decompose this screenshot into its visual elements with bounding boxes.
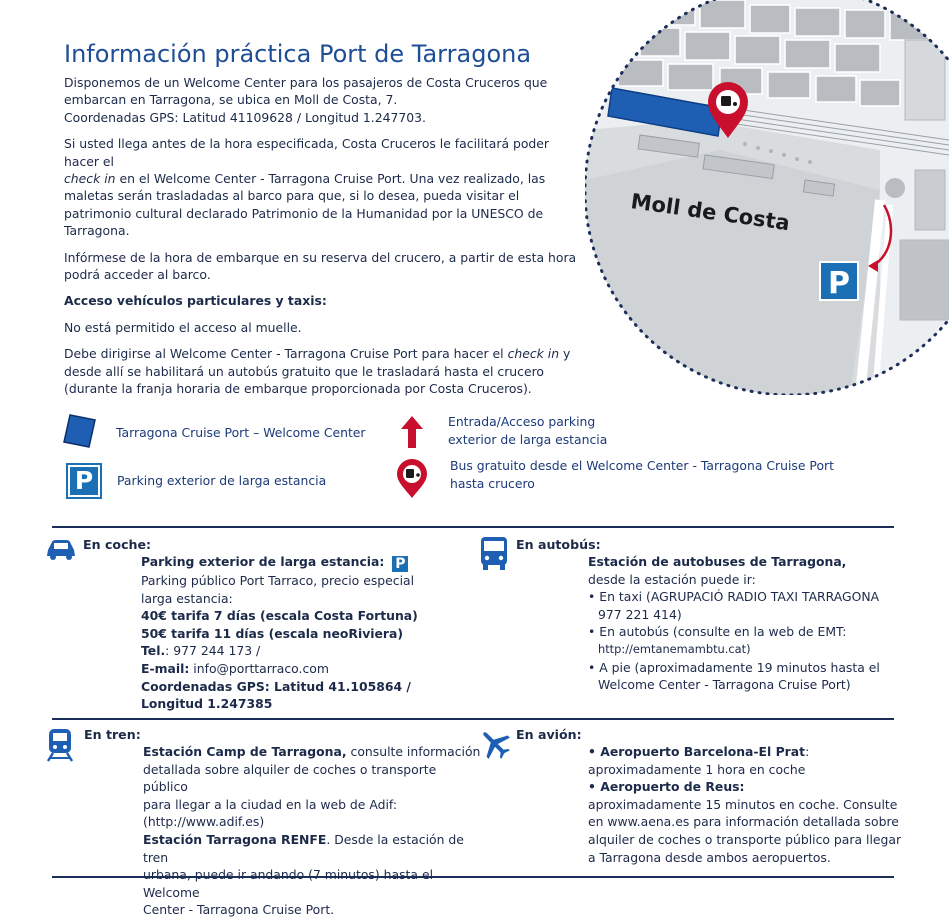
access-text: No está permitido el acceso al muelle.: [64, 319, 302, 335]
divider: [52, 718, 894, 720]
bus-pin-legend-icon: [396, 459, 428, 499]
bus-label: En autobús:: [516, 537, 601, 552]
plane-info: • Aeropuerto Barcelona-El Prat: aproximadamente 1 hora en coche • Aeropuerto de Reus: aproximadamente 15 minutos en coche. Consulte en www.aena.es para información detallada sobre alquiler de coches o transporte público para llegar a Tarragona desde ambos aeropuertos.: [588, 744, 902, 865]
shuttle-paragraph: Debe dirigirse al Welcome Center - Tarragona Cruise Port para hacer el check in y desde allí se habilitará un autobús gratuito que le trasladará hasta el crucero (durante la franja horaria de embarque proporcionada por Costa Cruceros).: [64, 346, 571, 397]
boarding-paragraph: Infórmese de la hora de embarque en su reserva del crucero, a partir de esta hora podrá acceder al barco.: [64, 249, 577, 283]
legend-welcome-center: Tarragona Cruise Port – Welcome Center: [116, 425, 366, 440]
intro-line: embarcan en Tarragona, se ubica en Moll de Costa, 7.: [64, 92, 398, 108]
map-label: Moll de Costa: [629, 189, 792, 236]
legend-entrance: Entrada/Acceso parking exterior de larga estancia: [448, 414, 608, 447]
parking-icon: P: [66, 463, 102, 499]
train-label: En tren:: [84, 727, 141, 742]
page-title: Información práctica Port de Tarragona: [64, 40, 532, 68]
small-parking-icon: P: [392, 556, 408, 572]
car-label: En coche:: [83, 537, 152, 552]
car-icon: [45, 537, 77, 561]
entrance-arrow-icon: [398, 414, 426, 450]
intro-text: [64, 74, 584, 407]
car-info: Parking exterior de larga estancia: P Parking público Port Tarraco, precio especial larga estancia: 40€ tarifa 7 días (escala Costa Fortuna) 50€ tarifa 11 días (escala neoRiviera) Tel.: 977 244 173 / E-mail: info@porttarraco.com Coordenadas GPS: Latitud 41.105864 / Longitud 1.247385: [141, 554, 418, 712]
checkin-paragraph: Si usted llega antes de la hora especificada, Costa Cruceros le facilitará poder hacer el check in en el Welcome Center - Tarragona Cruise Port. Una vez realizado, las maletas serán trasladadas al barco para que, si lo desea, pueda visitar el patrimonio cultural declarado Patrimonio de la Humanidad por la UNESCO de Tarragona.: [64, 136, 550, 239]
intro-gps: Coordenadas GPS: Latitud 41109628 / Longitud 1.247703.: [64, 109, 426, 125]
map-parking-letter: P: [828, 266, 850, 301]
legend-parking: Parking exterior de larga estancia: [117, 473, 327, 488]
train-info: Estación Camp de Tarragona, consulte información detallada sobre alquiler de coches o transporte público para llegar a la ciudad en la web de Adif: (http://www.adif.es) Estación Tarragona RENFE. Desde la estación de tren urbana, puede ir andando (7 minutos) hasta el Welcome Center - Tarragona Cruise Port.: [143, 744, 481, 918]
train-icon: [45, 727, 75, 763]
divider: [52, 526, 894, 528]
intro-line: Disponemos de un Welcome Center para los pasajeros de Costa Cruceros que: [64, 75, 548, 90]
welcome-center-icon: [62, 413, 96, 449]
legend-bus: Bus gratuito desde el Welcome Center - Tarragona Cruise Port hasta crucero: [450, 458, 834, 491]
bus-icon: [479, 535, 509, 571]
bus-info: Estación de autobuses de Tarragona, desde la estación puede ir: • En taxi (AGRUPACIÓ RADIO TAXI TARRAGONA 977 221 414) • En autobús (consulte en la web de EMT: http://emtanemambtu.cat) • A pie (aproximadamente 19 minutos hasta el Welcome Center - Tarragona Cruise Port): [588, 554, 880, 693]
plane-icon: [478, 727, 512, 761]
access-heading: Acceso vehículos particulares y taxis:: [64, 293, 327, 309]
plane-label: En avión:: [516, 727, 582, 742]
port-map: [585, 0, 949, 395]
